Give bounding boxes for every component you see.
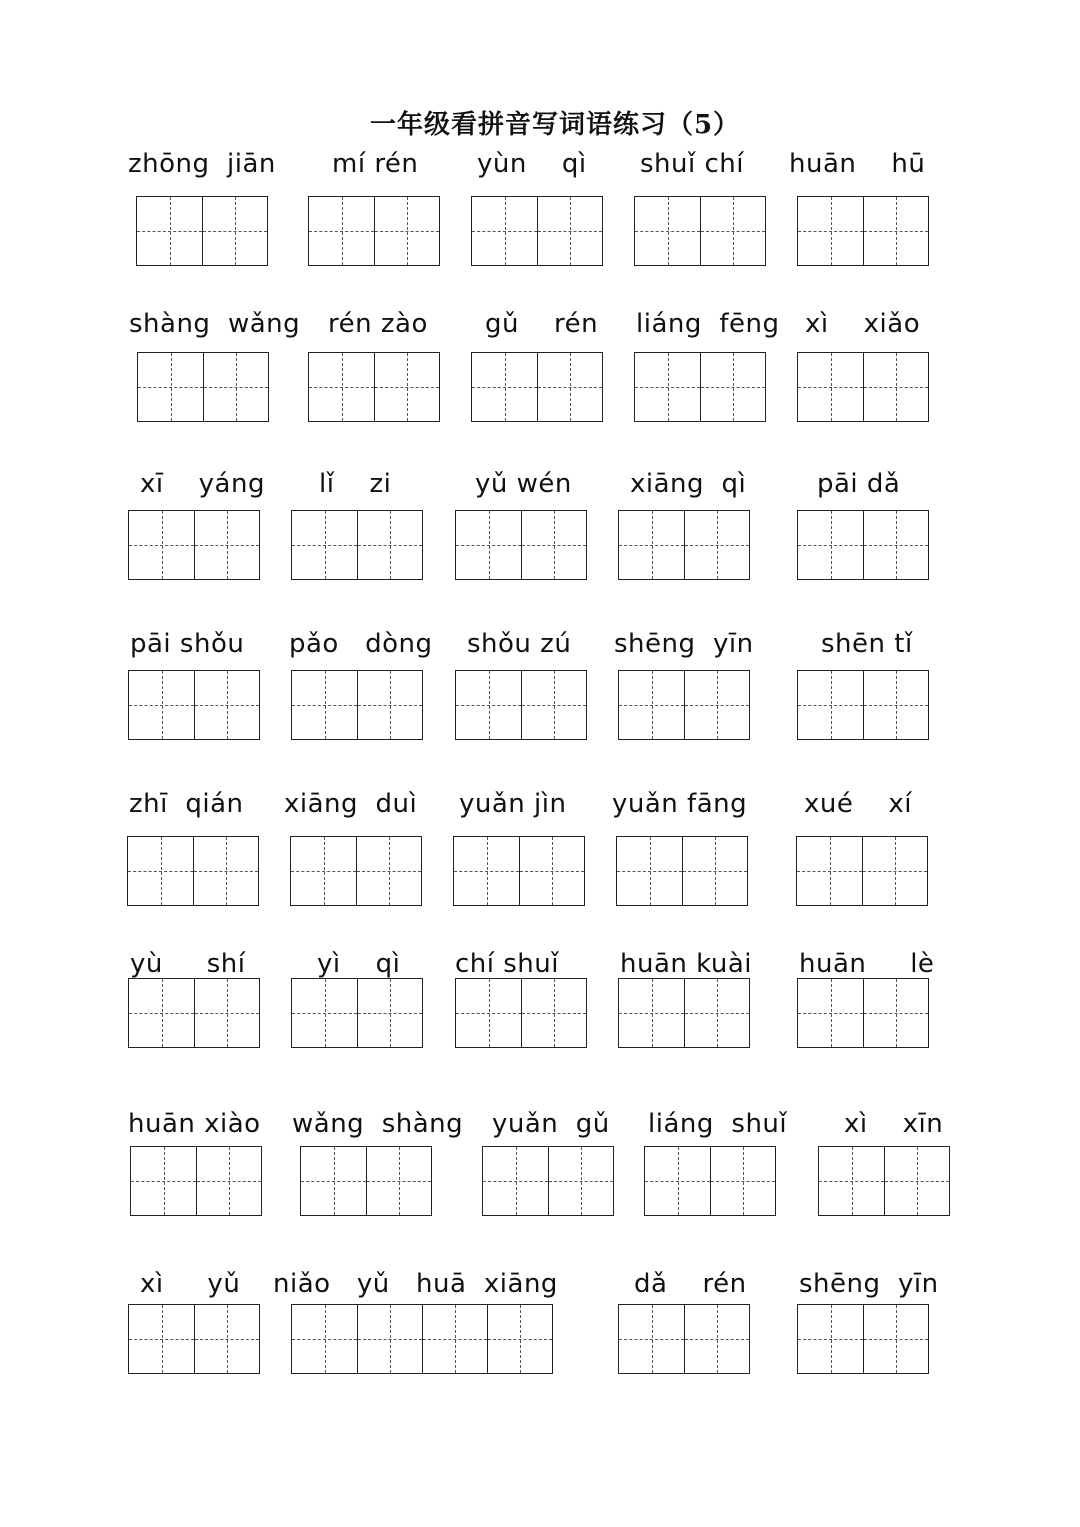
pinyin-prompt: liáng fēng bbox=[636, 309, 780, 339]
pinyin-prompt: xī yáng bbox=[140, 469, 265, 499]
writing-cell[interactable] bbox=[537, 353, 602, 421]
writing-grid bbox=[291, 670, 423, 740]
writing-cell[interactable] bbox=[700, 197, 765, 265]
writing-grid bbox=[634, 196, 766, 266]
writing-cell[interactable] bbox=[619, 979, 684, 1047]
pinyin-prompt: xiāng qì bbox=[630, 469, 747, 499]
pinyin-prompt: shēn tǐ bbox=[821, 629, 913, 659]
pinyin-prompt: wǎng shàng bbox=[292, 1109, 464, 1139]
exercise-row bbox=[0, 626, 1080, 766]
writing-cell[interactable] bbox=[454, 837, 519, 905]
writing-grid bbox=[618, 978, 750, 1048]
writing-grid bbox=[130, 1146, 262, 1216]
writing-grid bbox=[797, 978, 929, 1048]
worksheet-title: 一年级看拼音写词语练习（5） bbox=[369, 110, 741, 140]
writing-cell[interactable] bbox=[291, 837, 356, 905]
writing-cell[interactable] bbox=[798, 671, 863, 739]
writing-grid bbox=[291, 1304, 553, 1374]
writing-grid bbox=[291, 510, 423, 580]
writing-cell[interactable] bbox=[309, 197, 374, 265]
writing-grid bbox=[644, 1146, 776, 1216]
pinyin-prompt: zhōng jiān bbox=[128, 149, 276, 179]
writing-cell[interactable] bbox=[194, 1305, 259, 1373]
writing-cell[interactable] bbox=[682, 837, 747, 905]
pinyin-prompt: chí shuǐ bbox=[455, 949, 559, 979]
exercise-row bbox=[0, 1266, 1080, 1406]
writing-grid bbox=[797, 670, 929, 740]
writing-cell[interactable] bbox=[194, 979, 259, 1047]
writing-cell[interactable] bbox=[194, 671, 259, 739]
pinyin-prompt: niǎo yǔ huā xiāng bbox=[273, 1269, 558, 1299]
writing-cell[interactable] bbox=[357, 671, 422, 739]
writing-cell[interactable] bbox=[863, 1305, 928, 1373]
writing-cell[interactable] bbox=[798, 979, 863, 1047]
pinyin-prompt: shēng yīn bbox=[799, 1269, 939, 1299]
writing-cell[interactable] bbox=[521, 979, 586, 1047]
writing-cell[interactable] bbox=[884, 1147, 949, 1215]
writing-cell[interactable] bbox=[684, 1305, 749, 1373]
writing-cell[interactable] bbox=[196, 1147, 261, 1215]
writing-cell[interactable] bbox=[472, 353, 537, 421]
writing-cell[interactable] bbox=[798, 511, 863, 579]
writing-cell[interactable] bbox=[863, 511, 928, 579]
writing-cell[interactable] bbox=[700, 353, 765, 421]
writing-cell[interactable] bbox=[519, 837, 584, 905]
pinyin-prompt: huān xiào bbox=[128, 1109, 261, 1139]
pinyin-prompt: xiāng duì bbox=[284, 789, 418, 819]
writing-cell[interactable] bbox=[684, 511, 749, 579]
writing-grid bbox=[128, 978, 260, 1048]
writing-cell[interactable] bbox=[309, 353, 374, 421]
pinyin-prompt: mí rén bbox=[332, 149, 419, 179]
writing-grid bbox=[618, 510, 750, 580]
writing-cell[interactable] bbox=[483, 1147, 548, 1215]
pinyin-prompt: dǎ rén bbox=[634, 1269, 747, 1299]
writing-grid bbox=[797, 510, 929, 580]
writing-grid bbox=[618, 670, 750, 740]
writing-grid bbox=[618, 1304, 750, 1374]
writing-cell[interactable] bbox=[422, 1305, 487, 1373]
pinyin-prompt: liáng shuǐ bbox=[648, 1109, 788, 1139]
pinyin-prompt: yùn qì bbox=[477, 149, 587, 179]
writing-grid bbox=[616, 836, 748, 906]
writing-cell[interactable] bbox=[129, 1305, 194, 1373]
writing-cell[interactable] bbox=[128, 837, 193, 905]
writing-cell[interactable] bbox=[129, 671, 194, 739]
writing-grid bbox=[818, 1146, 950, 1216]
writing-cell[interactable] bbox=[356, 837, 421, 905]
writing-cell[interactable] bbox=[548, 1147, 613, 1215]
writing-cell[interactable] bbox=[710, 1147, 775, 1215]
pinyin-prompt: pǎo dòng bbox=[289, 629, 433, 659]
pinyin-prompt: shuǐ chí bbox=[640, 149, 744, 179]
pinyin-prompt: shàng wǎng bbox=[129, 309, 301, 339]
pinyin-prompt: huān kuài bbox=[620, 949, 753, 979]
writing-grid bbox=[634, 352, 766, 422]
exercise-row bbox=[0, 146, 1080, 286]
writing-cell[interactable] bbox=[129, 979, 194, 1047]
pinyin-prompt: xì xīn bbox=[844, 1109, 944, 1139]
writing-cell[interactable] bbox=[684, 979, 749, 1047]
pinyin-prompt: yǔ wén bbox=[475, 469, 572, 499]
writing-cell[interactable] bbox=[357, 511, 422, 579]
writing-grid bbox=[290, 836, 422, 906]
writing-cell[interactable] bbox=[521, 671, 586, 739]
writing-cell[interactable] bbox=[456, 511, 521, 579]
writing-cell[interactable] bbox=[863, 979, 928, 1047]
writing-cell[interactable] bbox=[619, 671, 684, 739]
writing-grid bbox=[471, 352, 603, 422]
writing-cell[interactable] bbox=[138, 353, 203, 421]
exercise-row bbox=[0, 946, 1080, 1086]
pinyin-prompt: gǔ rén bbox=[485, 309, 599, 339]
writing-grid bbox=[127, 836, 259, 906]
writing-cell[interactable] bbox=[863, 353, 928, 421]
writing-cell[interactable] bbox=[357, 979, 422, 1047]
pinyin-prompt: shǒu zú bbox=[467, 629, 572, 659]
pinyin-prompt: yuǎn fāng bbox=[612, 789, 748, 819]
writing-cell[interactable] bbox=[521, 511, 586, 579]
writing-cell[interactable] bbox=[617, 837, 682, 905]
exercise-row bbox=[0, 306, 1080, 446]
pinyin-prompt: huān lè bbox=[799, 949, 935, 979]
writing-cell[interactable] bbox=[487, 1305, 552, 1373]
pinyin-prompt: pāi dǎ bbox=[817, 469, 901, 499]
writing-grid bbox=[797, 1304, 929, 1374]
writing-cell[interactable] bbox=[456, 979, 521, 1047]
writing-cell[interactable] bbox=[819, 1147, 884, 1215]
writing-cell[interactable] bbox=[472, 197, 537, 265]
writing-grid bbox=[137, 352, 269, 422]
exercise-row bbox=[0, 786, 1080, 926]
writing-cell[interactable] bbox=[862, 837, 927, 905]
pinyin-prompt: rén zào bbox=[328, 309, 428, 339]
pinyin-prompt: yuǎn jìn bbox=[459, 789, 567, 819]
writing-cell[interactable] bbox=[374, 197, 439, 265]
writing-grid bbox=[471, 196, 603, 266]
writing-cell[interactable] bbox=[684, 671, 749, 739]
exercise-row bbox=[0, 1106, 1080, 1246]
writing-grid bbox=[453, 836, 585, 906]
writing-cell[interactable] bbox=[619, 1305, 684, 1373]
writing-grid bbox=[455, 510, 587, 580]
writing-cell[interactable] bbox=[537, 197, 602, 265]
writing-cell[interactable] bbox=[301, 1147, 366, 1215]
writing-grid bbox=[308, 352, 440, 422]
pinyin-prompt: shēng yīn bbox=[614, 629, 754, 659]
writing-cell[interactable] bbox=[194, 511, 259, 579]
writing-cell[interactable] bbox=[798, 353, 863, 421]
pinyin-prompt: xì yǔ bbox=[140, 1269, 241, 1299]
writing-cell[interactable] bbox=[366, 1147, 431, 1215]
writing-cell[interactable] bbox=[292, 671, 357, 739]
writing-grid bbox=[128, 1304, 260, 1374]
writing-grid bbox=[455, 670, 587, 740]
writing-cell[interactable] bbox=[798, 197, 863, 265]
writing-cell[interactable] bbox=[202, 197, 267, 265]
pinyin-prompt: xì xiǎo bbox=[805, 309, 921, 339]
writing-cell[interactable] bbox=[635, 197, 700, 265]
writing-cell[interactable] bbox=[193, 837, 258, 905]
pinyin-prompt: pāi shǒu bbox=[130, 629, 245, 659]
writing-cell[interactable] bbox=[292, 1305, 357, 1373]
writing-cell[interactable] bbox=[645, 1147, 710, 1215]
pinyin-prompt: xué xí bbox=[804, 789, 913, 819]
writing-grid bbox=[291, 978, 423, 1048]
writing-grid bbox=[797, 196, 929, 266]
writing-grid bbox=[136, 196, 268, 266]
writing-grid bbox=[128, 510, 260, 580]
pinyin-prompt: huān hū bbox=[789, 149, 926, 179]
writing-cell[interactable] bbox=[374, 353, 439, 421]
writing-grid bbox=[455, 978, 587, 1048]
writing-grid bbox=[482, 1146, 614, 1216]
writing-grid bbox=[796, 836, 928, 906]
writing-grid bbox=[128, 670, 260, 740]
pinyin-prompt: yù shí bbox=[130, 949, 246, 979]
writing-cell[interactable] bbox=[863, 671, 928, 739]
writing-cell[interactable] bbox=[456, 671, 521, 739]
writing-grid bbox=[797, 352, 929, 422]
writing-cell[interactable] bbox=[292, 979, 357, 1047]
pinyin-prompt: zhī qián bbox=[129, 789, 244, 819]
pinyin-prompt: yì qì bbox=[317, 949, 401, 979]
writing-cell[interactable] bbox=[357, 1305, 422, 1373]
pinyin-prompt: yuǎn gǔ bbox=[492, 1109, 610, 1139]
exercise-row bbox=[0, 466, 1080, 606]
writing-cell[interactable] bbox=[619, 511, 684, 579]
writing-cell[interactable] bbox=[798, 1305, 863, 1373]
writing-cell[interactable] bbox=[797, 837, 862, 905]
pinyin-prompt: lǐ zi bbox=[319, 469, 392, 499]
writing-cell[interactable] bbox=[863, 197, 928, 265]
writing-cell[interactable] bbox=[137, 197, 202, 265]
writing-cell[interactable] bbox=[131, 1147, 196, 1215]
writing-cell[interactable] bbox=[129, 511, 194, 579]
writing-grid bbox=[308, 196, 440, 266]
writing-grid bbox=[300, 1146, 432, 1216]
writing-cell[interactable] bbox=[635, 353, 700, 421]
writing-cell[interactable] bbox=[292, 511, 357, 579]
writing-cell[interactable] bbox=[203, 353, 268, 421]
